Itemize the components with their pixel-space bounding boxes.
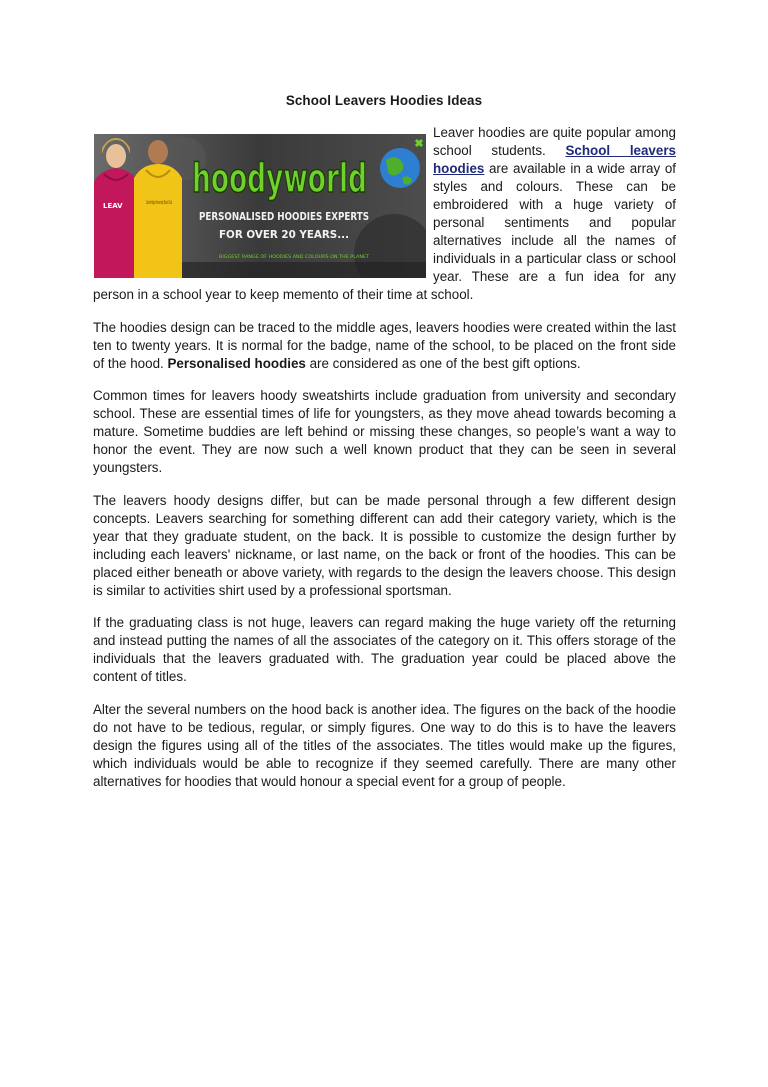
paragraph-6: Alter the several numbers on the hood back is another idea. The figures on the back of the hoodie do not have to be tedious, regular, or simply figures. One way to do this is to have the leavers design the figures using all of the titles of the associates. The titles would make up the figures, which individuals would be able to recognize if they seemed carefully. There are many other alternatives for hoodies that would honour a special event for a group of people. bbox=[93, 701, 676, 789]
paragraph-4: The leavers hoody designs differ, but can be made personal through a few different design concepts. Leavers searching for something different can add their category variety, which is the year that they graduate student, on the back. It is possible to customize the design further by including each leavers' nickname, or last name, on the back or front of the hoodies. This can be placed either beneath or above variety, with regards to the design the leavers choose. This design is similar to activities shirt used by a professional sportsman. bbox=[93, 492, 676, 598]
paragraph-3: Common times for leavers hoody sweatshirts include graduation from university and secondary school. These are essential times of life for youngsters, as they move ahead towards becoming a mature. Sometime buddies are left behind or missing these changes, so people’s want a way to honor the event. They are now such a well known product that they can be seen in several youngsters. bbox=[93, 388, 676, 475]
article-body bbox=[93, 124, 676, 805]
page-title: School Leavers Hoodies Ideas bbox=[285, 93, 483, 108]
personalised-hoodies-bold: Personalised hoodies bbox=[167, 355, 306, 371]
paragraph-2: The hoodies design can be traced to the middle ages, leavers hoodies were created within the last ten to twenty years. It is normal for the badge, name of the school, to be placed on the front side of the hood. Personalised hoodies are considered as one of the best gift options. bbox=[93, 319, 676, 371]
school-leavers-hoodies-link[interactable]: School leavers hoodies bbox=[433, 143, 676, 176]
paragraph-5: If the graduating class is not huge, leavers can regard making the huge variety off the returning and instead putting the names of all the associates of the category on it. This offers storage of the individuals that the leavers graduated with. The graduation year could be placed above the content of titles. bbox=[93, 615, 676, 684]
svg-text:BIGGEST RANGE OF HOODIES AND C: BIGGEST RANGE OF HOODIES AND COLOURS ON THE PLANET bbox=[219, 255, 359, 260]
hoodyworld-banner-image bbox=[94, 134, 426, 278]
svg-text:LEAV: LEAV bbox=[103, 202, 123, 210]
svg-text:PERSONALISED HOODIES EXPERTS: PERSONALISED HOODIES EXPERTS bbox=[199, 211, 369, 223]
paragraph-1: Leaver hoodies are quite popular among school students. School leavers hoodies are available in a wide array of styles and colours. These can be embroidered with a huge variety of personal sentiments and popular alternatives include all the names of individuals in a particular class or school year. These are a fun idea for any person in a school year to keep memento of their time at school. bbox=[93, 125, 676, 302]
hoodyworld-logo: hoodyworld bbox=[192, 156, 367, 202]
svg-text:Cambridge University Boat Club: Cambridge University Boat Club bbox=[146, 200, 172, 206]
svg-text:FOR OVER 20 YEARS...: FOR OVER 20 YEARS... bbox=[219, 228, 349, 241]
